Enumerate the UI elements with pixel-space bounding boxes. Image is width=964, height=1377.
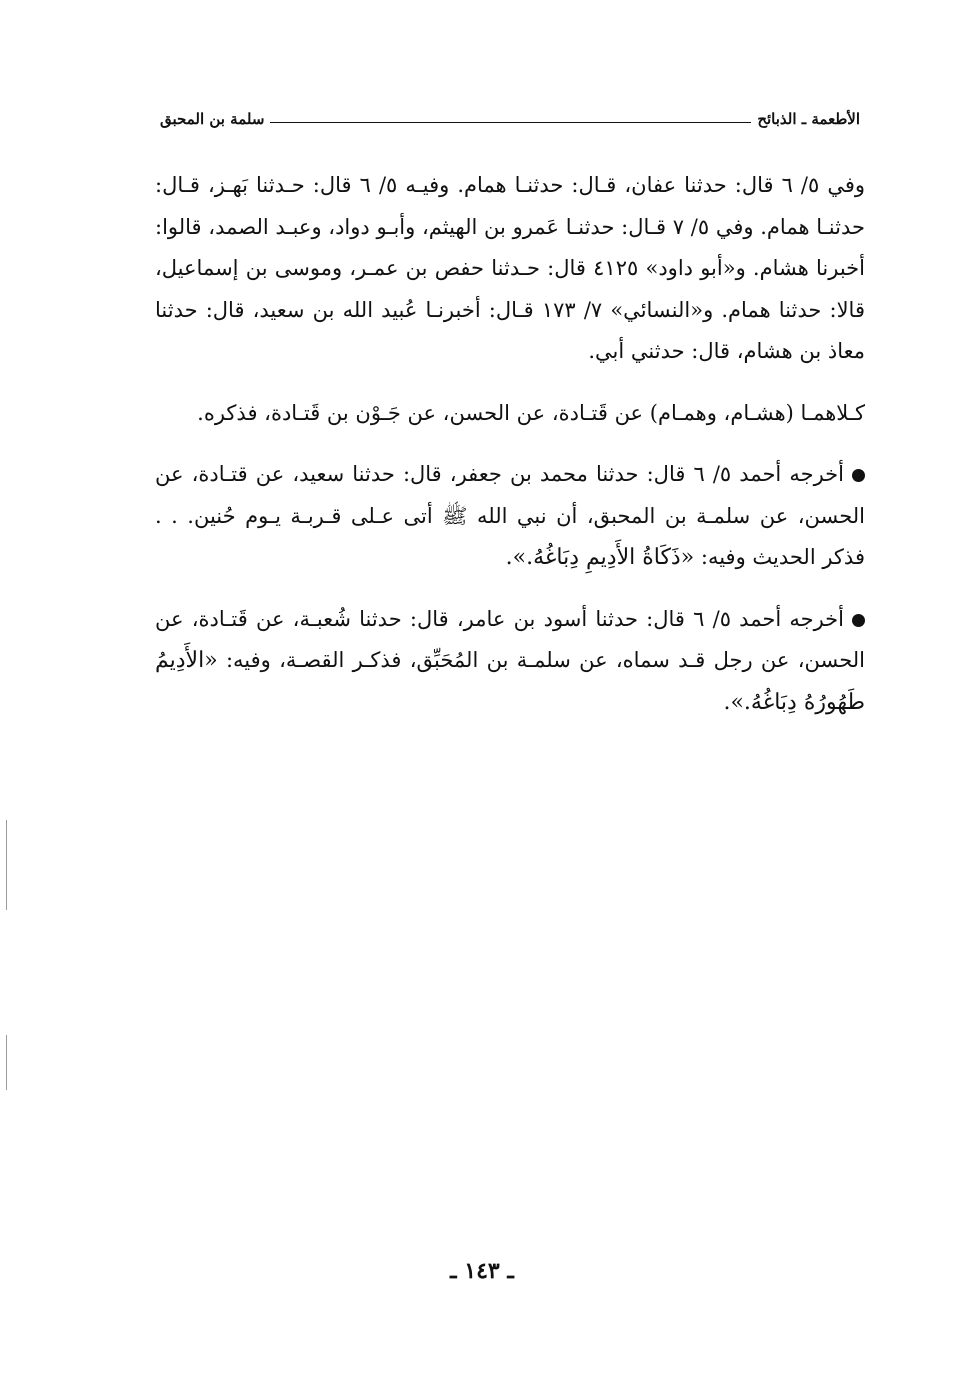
header-chapter-title: الأطعمة ـ الذبائح [757, 110, 860, 128]
body-text [155, 165, 865, 723]
bullet-icon [852, 614, 865, 627]
entry-ahmad-2 [155, 599, 865, 724]
running-header [160, 104, 860, 134]
hadith-quote: «الأَدِيمُ طَهُورُهُ دِبَاغُهُ.». [155, 648, 865, 715]
scan-edge-mark [6, 820, 7, 910]
entry-text: أخرجه أحمد ٥/ ٦ قال: حدثنا محمد بن جعفر، قال: حدثنا سعيد، عن قتـادة، عن الحسن، عن سلمـة بن المحبق، أن نبي الله ﷺ أتى عـلى قـربـة يـوم حُنين. . . فذكر الحديث وفيه: [155, 462, 865, 569]
page-number: ـ ١٤٣ ـ [450, 1258, 514, 1284]
scan-edge-mark [6, 1035, 7, 1090]
paragraph-isnad-chains: وفي ٥/ ٦ قال: حدثنا عفان، قـال: حدثنـا همام. وفيـه ٥/ ٦ قال: حـدثنا بَهـز، قـال: حدثنـا همام. وفي ٥/ ٧ قـال: حدثنـا عَمرو بن الهيثم، وأبـو دواد، وعبـد الصمد، قالوا: أخبرنا هشام. و«أبو داود» ٤١٢٥ قال: حـدثنا حفص بن عمـر، وموسى بن إسماعيل، قالا: حدثنا همام. و«النسائي» ٧/ ١٧٣ قـال: أخبرنـا عُبيد الله بن سعيد، قال: حدثنا معاذ بن هشام، قال: حدثني أبي. [155, 173, 866, 363]
paragraph-common-link: كـلاهمـا (هشـام، وهمـام) عن قَتـادة، عن الحسن، عن جَـوْن بن قَتـادة، فذكره. [197, 400, 865, 425]
header-section-title: سلمة بن المحبق [160, 110, 265, 128]
entry-text: أخرجه أحمد ٥/ ٦ قال: حدثنا أسود بن عامر، قال: حدثنا شُعبـة، عن قَتـادة، عن الحسن، عن رجل قـد سماه، عن سلمـة بن المُحَبِّق، فذكـر القصـة، وفيه: [155, 606, 865, 672]
bullet-icon [852, 469, 865, 482]
entry-ahmad-1 [155, 454, 865, 579]
hadith-quote: «ذَكَاةُ الأَدِيمِ دِبَاغُهُ.». [505, 545, 695, 570]
header-rule [270, 122, 751, 123]
